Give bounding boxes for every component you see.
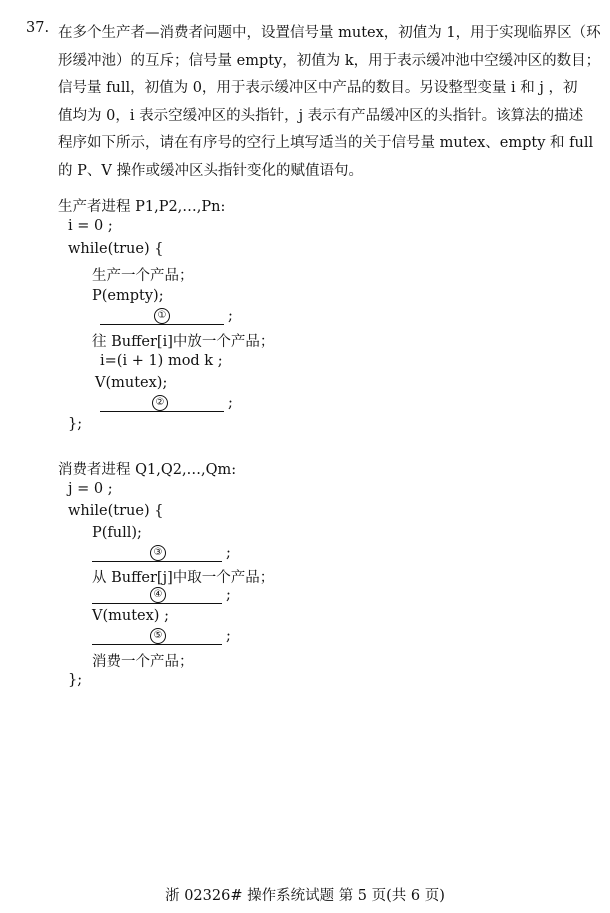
blank-underline <box>92 561 222 562</box>
question-text <box>58 20 601 185</box>
producer-loop: while(true) { <box>68 241 164 257</box>
producer-advance: i=(i + 1) mod k ; <box>100 353 223 369</box>
blank-underline <box>100 411 224 412</box>
producer-v-mutex: V(mutex); <box>95 375 168 391</box>
consumer-take: 从 Buffer[j]中取一个产品； <box>92 570 275 586</box>
blank-marker: ② <box>152 395 168 411</box>
blank-underline <box>100 324 224 325</box>
semicolon: ; <box>228 395 233 411</box>
consumer-p-full: P(full); <box>92 525 142 541</box>
question-line: 的 P、V 操作或缓冲区头指针变化的赋值语句。 <box>58 162 363 179</box>
question-number: 37. <box>26 20 50 36</box>
semicolon: ; <box>226 545 231 561</box>
question-line: 在多个生产者—消费者问题中，设置信号量 mutex，初值为 1，用于实现临界区（环 <box>58 25 601 41</box>
blank-marker: ① <box>154 308 170 324</box>
question-line: 信号量 full，初值为 0，用于表示缓冲区中产品的数目。另设整型变量 i 和 j ，初 <box>58 80 578 96</box>
producer-close: }; <box>68 416 83 432</box>
semicolon: ; <box>226 587 231 603</box>
consumer-consume: 消费一个产品； <box>92 654 194 670</box>
semicolon: ; <box>226 628 231 644</box>
question-line: 形缓冲池）的互斥；信号量 empty，初值为 k，用于表示缓冲池中空缓冲区的数目； <box>58 52 601 69</box>
consumer-loop: while(true) { <box>68 503 164 519</box>
blank-underline <box>92 603 222 604</box>
producer-produce: 生产一个产品； <box>92 268 194 284</box>
blank-marker: ③ <box>150 545 166 561</box>
answer-blank-4[interactable] <box>92 587 237 607</box>
blank-underline <box>92 644 222 645</box>
producer-put: 往 Buffer[i]中放一个产品； <box>92 334 275 350</box>
question-line: 程序如下所示，请在有序号的空行上填写适当的关于信号量 mutex、empty 和 full <box>58 135 594 151</box>
producer-p-empty: P(empty); <box>92 288 164 304</box>
answer-blank-3[interactable] <box>92 545 237 565</box>
producer-init: i = 0 ; <box>68 218 113 234</box>
question-line: 值均为 0，i 表示空缓冲区的头指针，j 表示有产品缓冲区的头指针。该算法的描述 <box>58 107 584 124</box>
answer-blank-5[interactable] <box>92 628 237 648</box>
consumer-init: j = 0 ; <box>68 481 113 497</box>
producer-header: 生产者进程 P1,P2,…,Pn: <box>58 199 226 215</box>
consumer-header: 消费者进程 Q1,Q2,…,Qm: <box>58 462 237 478</box>
blank-marker: ⑤ <box>150 628 166 644</box>
page-footer: 浙 02326# 操作系统试题 第 5 页(共 6 页) <box>165 888 445 904</box>
consumer-v-mutex: V(mutex) ; <box>92 608 169 624</box>
semicolon: ; <box>228 308 233 324</box>
answer-blank-2[interactable] <box>100 395 240 415</box>
answer-blank-1[interactable] <box>100 308 240 328</box>
consumer-close: }; <box>68 672 83 688</box>
blank-marker: ④ <box>150 587 166 603</box>
